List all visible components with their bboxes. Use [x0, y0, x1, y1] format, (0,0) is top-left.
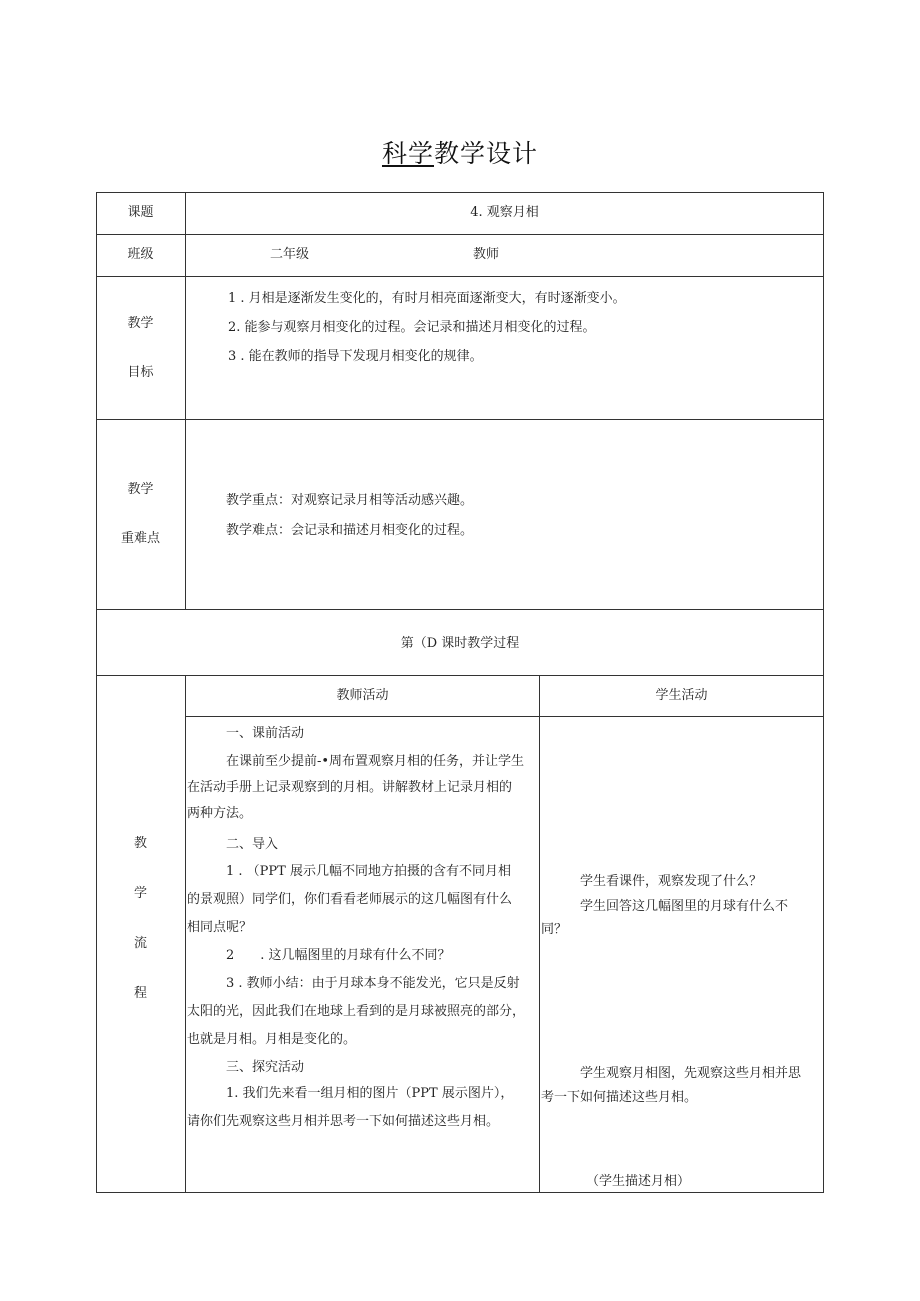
flow-label-char: 教 [133, 836, 147, 851]
goal-item: 1 . 月相是逐渐发生变化的，有时月相亮面逐渐变大，有时逐渐变小。 [228, 291, 626, 306]
key-point: 教学重点：对观察记录月相等活动感兴趣。 [226, 493, 474, 508]
row-divider [96, 675, 824, 676]
teacher-label: 教师 [473, 247, 500, 262]
teacher-activity-line: 请你们先观察这些月相并思考一下如何描述这些月相。 [187, 1114, 500, 1129]
goal-item: 3 . 能在教师的指导下发现月相变化的规律。 [228, 349, 483, 364]
student-activity-line: 学生回答这几幅图里的月球有什么不 [580, 899, 789, 914]
teacher-activity-line: 一、课前活动 [226, 726, 305, 741]
topic-value: 4. 观察月相 [470, 205, 539, 220]
row-divider [96, 276, 824, 277]
student-activity-line: （学生描述月相） [586, 1174, 691, 1189]
label-column-divider [185, 675, 186, 1193]
keys-label-line1: 教学 [127, 482, 154, 497]
row-divider [96, 419, 824, 420]
title-rest: 教学设计 [434, 139, 539, 168]
row-divider [185, 716, 824, 717]
section-heading: 第（D 课时教学过程 [400, 636, 520, 651]
row-divider [96, 609, 824, 610]
teacher-activity-line: 三、探究活动 [226, 1060, 305, 1075]
teacher-activity-line: 1 . （PPT 展示几幅不同地方拍摄的含有不同月相 [226, 864, 511, 879]
teacher-activity-line: 在活动手册上记录观察到的月相。讲解教材上记录月相的 [187, 780, 513, 795]
student-activity-line: 学生观察月相图，先观察这些月相并思 [580, 1066, 802, 1081]
table-border-left [96, 192, 97, 1193]
class-value: 二年级 [270, 247, 310, 262]
student-activity-line: 同？ [541, 922, 568, 937]
goals-label-line2: 目标 [127, 365, 154, 380]
teacher-activity-line: 相同点呢？ [187, 920, 253, 935]
teacher-activity-line: 的景观照）同学们，你们看看老师展示的这几幅图有什么 [187, 892, 513, 907]
student-activity-line: 学生看课件，观察发现了什么？ [580, 874, 763, 889]
goal-item: 2. 能参与观察月相变化的过程。会记录和描述月相变化的过程。 [228, 320, 596, 335]
teacher-activity-line: 2 . 这几幅图里的月球有什么不同？ [226, 948, 451, 963]
class-label: 班级 [127, 247, 154, 262]
teacher-activity-line: 在课前至少提前-•周布置观察月相的任务，并让学生 [226, 754, 525, 769]
row-divider [96, 234, 824, 235]
flow-label-char: 程 [133, 986, 147, 1001]
topic-label: 课题 [127, 205, 154, 220]
flow-label-char: 学 [133, 886, 147, 901]
student-activity-line: 考一下如何描述这些月相。 [541, 1090, 698, 1105]
teacher-activity-line: 3 . 教师小结：由于月球本身不能发光，它只是反射 [226, 976, 520, 991]
label-column-divider [185, 192, 186, 610]
teacher-activity-line: 太阳的光，因此我们在地球上看到的是月球被照亮的部分， [187, 1004, 526, 1019]
teacher-activity-line: 1. 我们先来看一组月相的图片（PPT 展示图片）， [226, 1086, 514, 1101]
goals-label-line1: 教学 [127, 316, 154, 331]
keys-label-line2: 重难点 [120, 531, 160, 546]
flow-label-char: 流 [133, 936, 147, 951]
activity-column-divider [539, 675, 540, 1193]
teacher-activity-header: 教师活动 [336, 688, 389, 703]
table-border-bottom [96, 1192, 824, 1193]
difficult-point: 教学难点：会记录和描述月相变化的过程。 [226, 523, 474, 538]
title-subject: 科学 [381, 139, 434, 168]
teacher-activity-line: 二、导入 [226, 837, 279, 852]
teacher-activity-line: 也就是月相。月相是变化的。 [187, 1032, 357, 1047]
student-activity-header: 学生活动 [655, 688, 708, 703]
teacher-activity-line: 两种方法。 [187, 806, 253, 821]
table-border-right [823, 192, 824, 1193]
table-border-top [96, 192, 824, 193]
